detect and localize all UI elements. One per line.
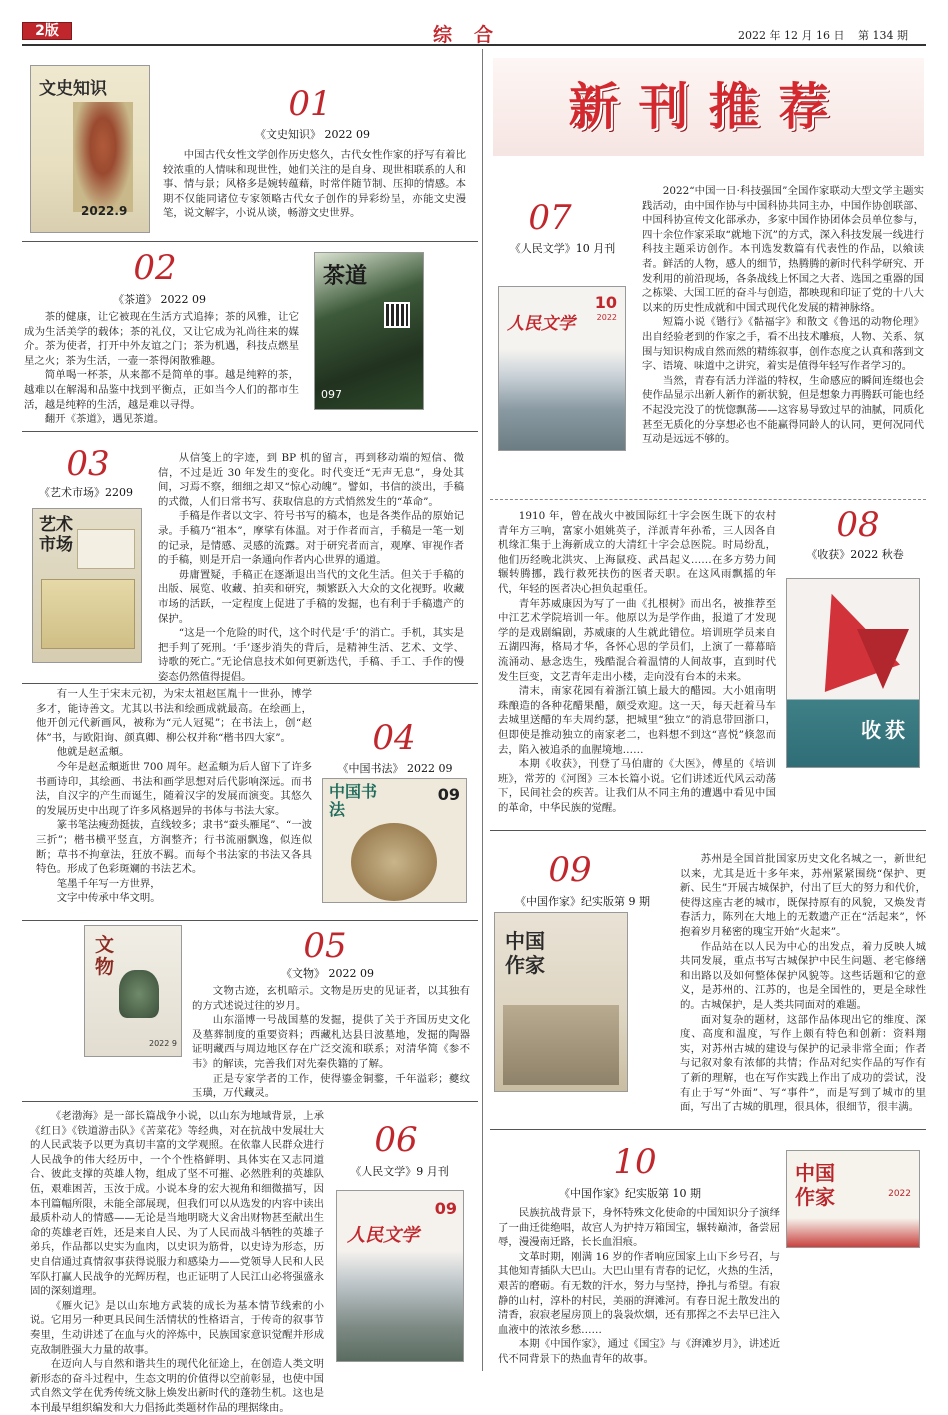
paragraph: 茶的健康，让它被现在生活方式追捧；茶的风雅，让它成为生活美学的载体；茶的礼仪，又让它成为礼尚往来的媒介。茶为使者，打开中外友谊之门；茶为机遇，科技点燃星星之火；茶为生活，一壶一茶得闲散雅趣。 <box>24 311 299 367</box>
item-caption-09: 《中国作家》纪实版第 9 期 <box>515 895 650 908</box>
paragraph: 本期《中国作家》，通过《国宝》与《湃滩岁月》，讲述近代不同背景下的热血青年的故事。 <box>498 1338 780 1365</box>
cover-02 <box>314 252 424 410</box>
cover-art <box>41 579 135 649</box>
cover-04 <box>322 778 467 903</box>
cover-title: 人民文学 <box>507 314 575 334</box>
issue-date: 2022 年 12 月 16 日 <box>738 29 845 42</box>
qr-code-02 <box>384 302 410 328</box>
cover-10 <box>786 1150 920 1248</box>
paragraph: 当然，青春有活力洋溢的特权，生命感应的瞬间连缀也会使作品显示出新人新作的新状貌，但是想象力再腾跃可能也经不起没完没了的恍惚飘荡——这容易导致过早的油腻，同质化甚至无质化的分享想必也不能赢得同龄人的认同，更何况同代互动是远远不够的。 <box>642 374 924 446</box>
cover-01 <box>30 65 150 233</box>
paragraph: 民族抗战背景下，身怀特殊文化使命的中国知识分子演绎了一曲迁徙绝唱，故宫人为护持万箱国宝，辗转巅沛，备尝屈辱，漫漫南迁路，长长血泪痕。 <box>498 1207 780 1249</box>
paragraph: 手稿是作者以文字、符号书写的稿本，也是各类作品的原始记录。手稿乃“祖本”，摩挲有体温。对于作者而言，手稿是一笔一划的记录，是情感、灵感的流露。对于研究者而言，观摩、审视作者的手稿，则是开启一条通向作者内心世界的通道。 <box>158 510 464 567</box>
paragraph: “这是一个危险的时代，这个时代是‘手’的消亡。手机，其实是把手判了死刑。‘手’逐步消失的背后，是精神生活、艺术、文学、诗歌的死亡。”无论信息技术如何更新迭代，手稿、手工、手作的慢姿态仍然值得提倡。 <box>158 627 464 683</box>
paragraph: 篆书笔法瘦劲挺拔，直线较多；隶书“蚕头雁尾”、“一波三折”；楷书横平竖直，方润整齐；行书流丽飘逸，似连似断；草书不拘章法，狂放不羁。而每个书法家的书法又各具特色。形成了色彩斑斓的书法艺术。 <box>36 819 312 876</box>
banner <box>493 58 924 156</box>
cover-05 <box>84 925 182 1057</box>
paragraph: 他就是赵孟頫。 <box>56 746 130 759</box>
cover-art <box>119 970 159 1018</box>
paragraph: 有一人生于宋末元初，为宋太祖赵匡胤十一世孙，博学多才，能诗善文。尤其以书法和绘画成就最高。在绘画上，他开创元代新画风，被称为“元人冠冕”；在书法上，创“赵体”书，与欧阳询、颜真卿、柳公权并称“楷书四大家”。 <box>36 688 312 744</box>
item-text-03 <box>158 451 464 685</box>
banner-title: 新刊推荐 <box>568 78 849 136</box>
paragraph: 青年苏威康因为写了一曲《扎根树》而出名，被推荐至中江艺术学院培训一年。他原以为是学作曲，报道了才发现学的是戏剧编剧，苏威康的人生就此错位。培训班学员来自五湖四海，格局才华，各怀心思的学员们，上演了一幕幕暗流涌动、悬念迭生，残酷混合着温情的人间故事，直到时代发生巨变，文艺青年走出小楼，走向没有台本的未来。 <box>498 597 776 683</box>
cover-art <box>503 1005 619 1085</box>
cover-title: 文史知识 <box>39 79 107 99</box>
item-text-01 <box>163 148 466 221</box>
cover-08 <box>786 578 920 768</box>
section-title: 综合 <box>432 24 515 46</box>
paragraph: 毋庸置疑，手稿正在逐渐退出当代的文化生活。但关于手稿的出版、展览、收藏、拍卖和研究，频繁跃入大众的文化视野。收藏市场的活跃，一定程度上促进了手稿的发掘，也有利于手稿遗产的保护。 <box>158 568 464 625</box>
item-caption-03: 《艺术市场》2209 <box>39 486 133 499</box>
item-number-10: 10 <box>613 1142 657 1182</box>
item-caption-10: 《中国作家》纪实版第 10 期 <box>559 1187 701 1200</box>
cover-year: 2022 <box>596 313 617 322</box>
item-caption-08: 《收获》2022 秋卷 <box>806 548 904 561</box>
cover-number: 09 <box>437 785 460 804</box>
item-caption-05: 《文物》 2022 09 <box>281 967 374 980</box>
item-number-04: 04 <box>372 718 416 758</box>
cover-09 <box>494 912 628 1092</box>
paragraph: 今年是赵孟頫逝世 700 周年。赵孟頫为后人留下了许多书画诗印，其绘画、书法和画学思想对后代影响深远。而书法，自汉字的产生而诞生，随着汉字的发展而演变。其悠久的发展历史中出现了许多风格迥异的书体与书法大家。 <box>36 760 312 817</box>
cover-year: 2022 <box>888 1189 911 1199</box>
paragraph: 山东淄博一号战国墓的发掘，提供了关于齐国历史文化及墓葬制度的重要资料；西藏札达县日波墓地，发掘的陶器证明藏西与周边地区存在广泛交流和联系；对清华简《参不韦》的解读，完善我们对先秦佚籍的了解。 <box>192 1014 470 1070</box>
paragraph: 短篇小说《锴行》《骷福字》和散文《鲁迅的动物伦理》出自经验老到的作家之手，看不出技术雕痕，人物、关系、氛围与知识构成自然而然的精练叙事，创作态度之认真和落到文字、语境、味道中之讲究，着实是值得年轻写作者学习的。 <box>642 316 924 373</box>
item-caption-07: 《人民文学》10 月刊 <box>509 242 616 255</box>
item-text-04 <box>36 687 312 906</box>
item-number-01: 01 <box>288 84 332 124</box>
paragraph: 笔墨千年写一方世界， <box>56 877 161 890</box>
cover-title: 中国作家 <box>505 929 545 977</box>
item-caption-01: 《文史知识》 2022 09 <box>255 128 370 141</box>
cover-07 <box>498 286 626 451</box>
item-number-02: 02 <box>133 248 177 288</box>
paragraph: 《雁火记》是以山东地方武装的成长为基本情节线索的小说。它用另一种更具民间生活情状的性格语言，于传奇的叙事节奏里，生动讲述了在血与火的淬炼中，民族国家意识觉醒并形成克敌制胜强大力量的故事。 <box>30 1299 324 1356</box>
cover-title: 艺术市场 <box>39 515 73 555</box>
paragraph: 在迈向人与自然和谐共生的现代化征途上，在创造人类文明新形态的奋斗过程中，生态文明的价值得以空前彰显，也使中国式自然文学在优秀传统文脉上焕发出新时代的蓬勃生机。这也是本刊最早组织编发和大力倡扬此类题材作品的理据缘由。 <box>30 1358 324 1414</box>
cover-number: 097 <box>321 388 342 401</box>
paragraph: 苏州是全国首批国家历史文化名城之一，新世纪以来，尤其是近十多年来，苏州紧紧围绕“保护、更新、民生”开展古城保护，付出了巨大的努力和代价，使得这座古老的城市，既保持原有的风貌，又焕发青春活力，陈列在大地上的无数遗产正在“活起来”，怀抱着岁月秘密的瑰宝开始“火起来”。 <box>680 853 926 938</box>
item-caption-02: 《茶道》 2022 09 <box>113 293 206 306</box>
cover-title: 茶道 <box>323 263 368 289</box>
item-number-05: 05 <box>303 926 347 966</box>
paragraph: 本期《收获》，刊登了马伯庸的《大医》，傅星的《培训班》，常芳的《河图》三本长篇小说。它们讲述近代风云动荡下，民间社会的疾苦。让我们从不同主角的遭遇中看见中国的革命，中华民族的觉醒。 <box>498 758 776 814</box>
item-number-06: 06 <box>374 1120 418 1160</box>
cover-title: 文物 <box>95 934 115 978</box>
cover-title: 人民文学 <box>347 1225 419 1246</box>
paragraph: 文字中传承中华文明。 <box>56 892 161 905</box>
item-caption-06: 《人民文学》9 月刊 <box>350 1165 449 1178</box>
paragraph: 文革时期，刚满 16 岁的作者响应国家上山下乡号召，与其他知青插队大巴山。大巴山里有青春的记忆，火热的生活，艰苦的磨砺。有无数的汗水，努力与坚持，挣扎与希望。有寂静的山村，淳朴的村民，美丽的湃滩河。有春日泥土散发出的清香，寂寂老屋房顶上的袅袅炊烟，还有那挥之不去早已注入血液中的浓浓乡愁…… <box>498 1250 780 1336</box>
cover-art <box>857 629 909 689</box>
paragraph: 简单喝一杯茶，从来都不是简单的事。越是纯粹的茶，越难以在解渴和品鉴中找到平衡点，正如当今人们的都市生活，越是纯粹的生活，越是难以寻得。 <box>24 369 299 411</box>
cover-title: 中国作家 <box>795 1161 835 1209</box>
item-text-06 <box>30 1109 324 1415</box>
paragraph: 清末，南家花园有着浙江镇上最大的醋园。大小姐南明珠酿造的各种花醋果醋，颇受欢迎。这一天，每天赶着马车去城里送醋的车夫周约瑟，把城里“独立”的消息带回浙口，但即使是推动独立的南家老二，也料想不到这“喜悦”倏忽而去，陷入被追杀的血腥境地…… <box>498 685 776 756</box>
item-text-08 <box>498 509 776 815</box>
cover-03 <box>32 508 142 663</box>
column-divider <box>482 49 483 1371</box>
cover-number: 2022 9 <box>149 1039 177 1048</box>
cover-art <box>73 102 133 212</box>
item-text-07 <box>642 184 924 447</box>
paragraph: 面对复杂的题材，这部作品体现出它的维度、深度、高度和温度，写作上颇有特色和创新：资料翔实，对苏州古城的建设与保护的记录非常全面；作者与记叙对象有浓郁的共情；作品对纪实作品的写作有了新的理解，也在写作实践上作出了成功的尝试，没有止于写“外面”、写“事件”，而是写到了城市的里面，写出了古城的肌理，很具体，很细节，很丰满。 <box>680 1013 926 1114</box>
cover-number: 09 <box>434 1199 457 1218</box>
item-number-08: 08 <box>836 505 880 545</box>
paragraph: 从信笺上的字迹，到 BP 机的留言，再到移动端的短信、微信，不过是近 30 年发生的变化。时代变迁“无声无息”，身处其间，习焉不察，细细之却又“惊心动魄”。譬如，书信的淡出，手稿的式微，人们日常书写、获取信息的方式悄然发生的“革命”。 <box>158 452 464 508</box>
item-text-09 <box>680 852 926 1115</box>
paragraph: 文物古迹，玄机暗示。文物是历史的见证者，以其独有的方式述说过往的岁月。 <box>192 985 470 1012</box>
item-number-09: 09 <box>548 850 592 890</box>
paragraph: 中国古代女性文学创作历史悠久，古代女性作家的抒写有着比较浓重的人情味和现世性，她们关注的是自身、现世相联系的人和事、情与景；风格多是婉转蕴藉，时常伴随节制、压抑的情感。本期不仅能同诸位专家领略古代女子创作的异彩纷呈，亦能文史漫笔，说文解字，小说从谈，畅游文史世界。 <box>163 149 466 220</box>
issue-number: 第 134 期 <box>858 29 908 42</box>
paragraph: 作品站在以人民为中心的出发点，着力反映人城共同发展，重点书写古城保护中民生问题、老宅修缮和出路以及如何整体保护风貌等。这些话题和它的意义，是苏州的、江苏的，也是全国性的，更是全球性的。古城保护，是人类共同面对的难题。 <box>680 940 926 1011</box>
cover-06 <box>336 1190 464 1362</box>
cover-art <box>351 823 437 901</box>
item-number-03: 03 <box>66 444 110 484</box>
edition-badge: 2版 <box>22 22 72 40</box>
header-rule <box>22 44 926 46</box>
item-text-10 <box>498 1206 780 1367</box>
paragraph: 1910 年，曾在战火中被国际红十字会医生既下的农村青年方三响，富家小姐姚英子，洋派青年孙希，三人因各自机缘汇集于上海新成立的大清红十字会总医院。时局纷乱，他们历经晚北洪灾、上海鼠疫、武昌起义……在多方势力间辗转腾挪，践行救死扶伤的医者天职。在这风雨飘摇的年代，年轻的医者决心担负起重任。 <box>498 510 776 595</box>
item-text-02 <box>24 310 299 427</box>
cover-number: 10 <box>594 293 617 312</box>
paragraph: 《老渤海》是一部长篇战争小说，以山东为地域背景，上承《红日》《铁道游击队》《苦菜花》等经典，对在抗战中发展壮大的人民武装予以更为真切丰富的文学观照。在依靠人民群众进行人民战争的伟大经历中，一个个性格鲜明、具体实在又志同道合、彼此支撑的英雄人物，组成了坚不可摧、必然胜利的英雄队伍，艰难困苦，玉汝于成。小说本身的宏大视角和细微描写，因本刊篇幅所限，未能全部展现，但我们可以从选发的内容中读出最质朴动人的情感——无论是当地明晓大义舍出财物甚至献出生命的英雄老百姓，还是来自人民、为了人民而战斗牺牲的英雄子弟兵，作品都以史实为血肉，以史识为筋骨，以史诗为形态，历史自信通过真情叙事获得说服力和感染力——党领导人民和人民军队打赢人民战争的光辉历程，也正证明了人民江山必将强盛永固的深刻道理。 <box>30 1110 324 1298</box>
cover-art <box>77 529 135 569</box>
cover-title: 中国书法 <box>329 782 378 819</box>
cover-year: 2022.9 <box>81 204 128 218</box>
paragraph: 2022“中国一日·科技强国”全国作家联动大型文学主题实践活动，由中国作协与中国科协共同主办，中国作协创联部、中国科协宣传文化部承办，多家中国作协团体会员单位参与，四十余位作家采取“就地下沉”的方式，深入科技发展一线进行科技主题采访创作。本刊选发数篇有代表性的作品，以飨读者。鲜活的人物，感人的细节，热腾腾的新时代科学研究、开发利用的前沿现场，各条战线上怀国之大者、选国之重器的国之栋梁、大国工匠的奋斗与创造，都映现和印证了党的十八大以来的历史性成就和中国式现代化发展的精神脉络。 <box>642 185 924 314</box>
item-text-05 <box>192 984 470 1101</box>
item-number-07: 07 <box>528 198 572 238</box>
item-caption-04: 《中国书法》 2022 09 <box>337 762 453 775</box>
paragraph: 正是专家学者的工作，使得鎏金铜鍪，千年溢彩；夔纹玉璜，万代藏灵。 <box>192 1072 470 1100</box>
cover-title: 收获 <box>861 718 909 742</box>
paragraph: 翻开《茶道》，遇见茶道。 <box>44 413 165 426</box>
